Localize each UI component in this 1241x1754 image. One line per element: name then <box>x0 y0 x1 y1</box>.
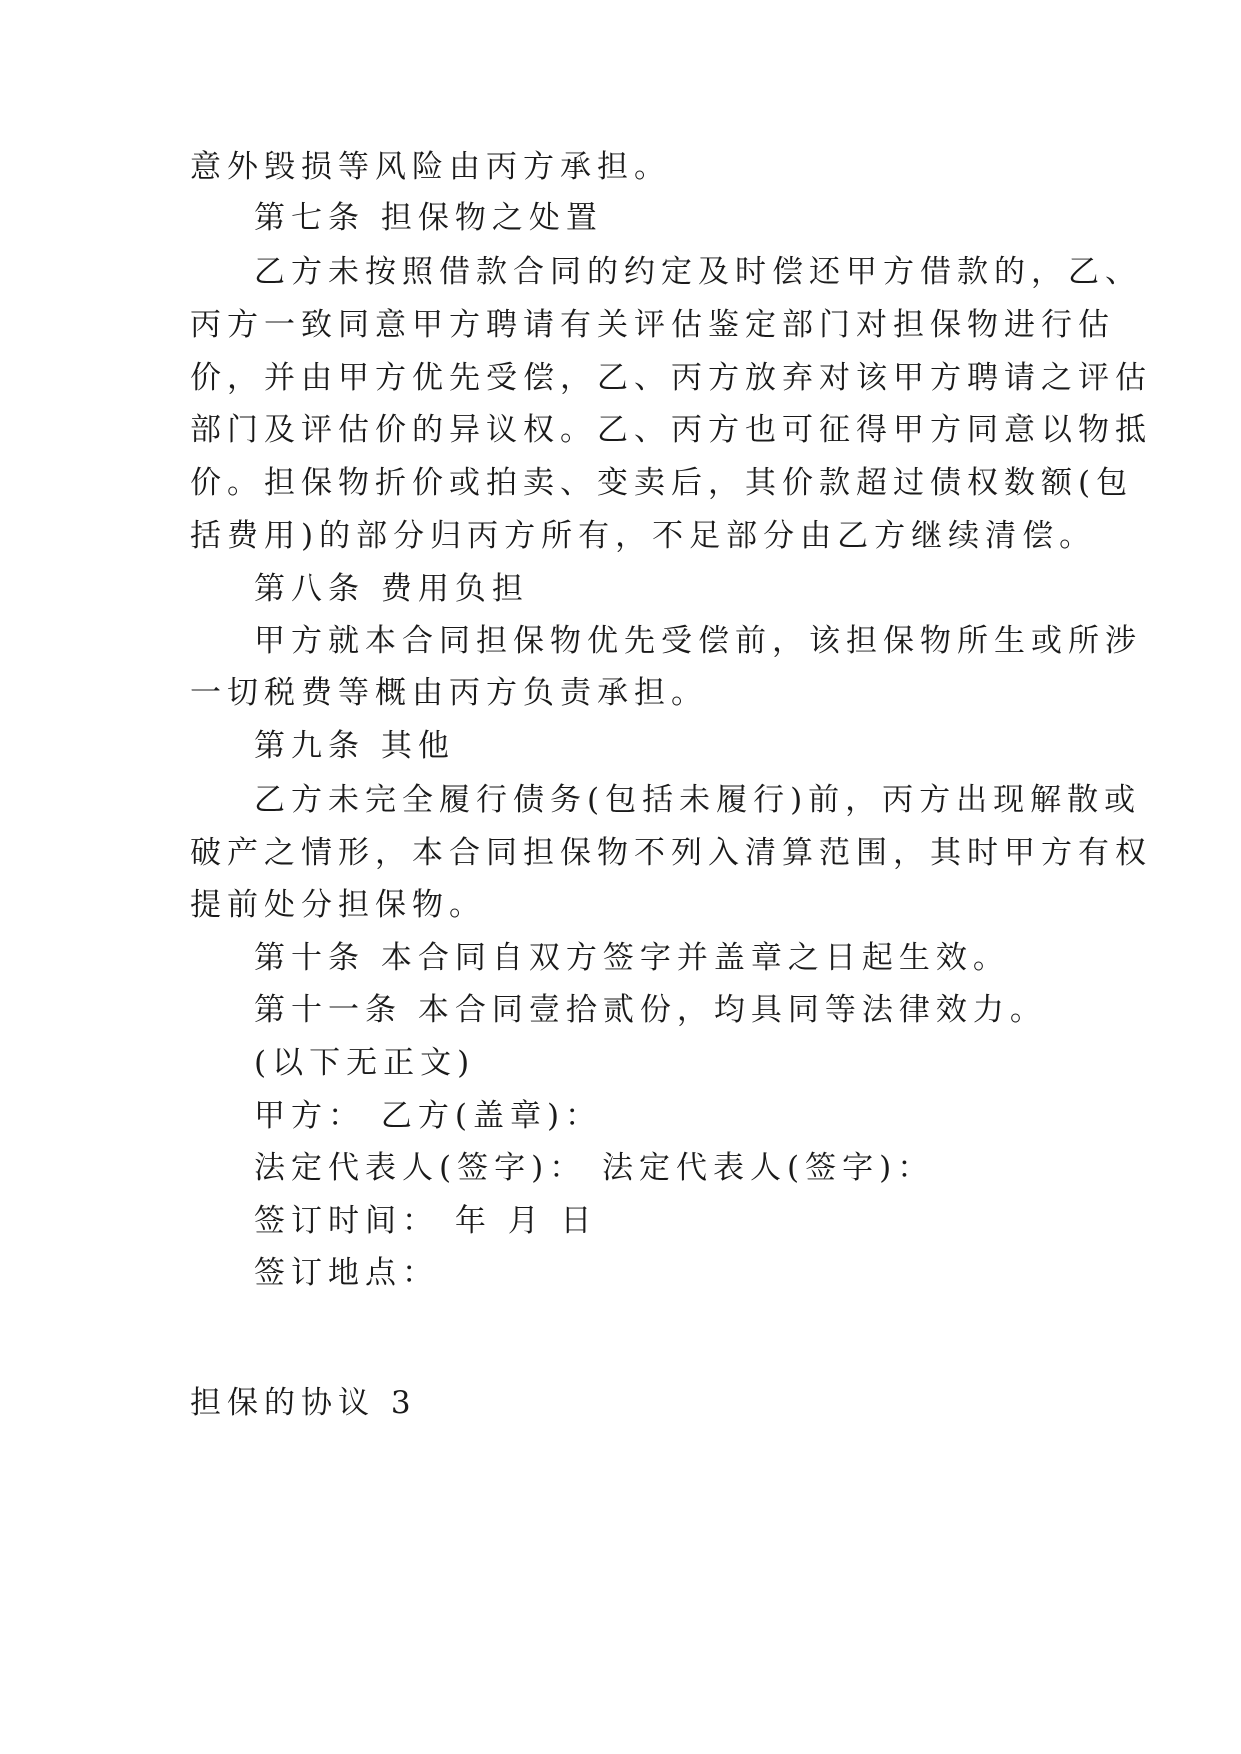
paragraph-line: 第十条 本合同自双方签字并盖章之日起生效。 <box>254 940 1010 976</box>
paragraph-line: 乙方未完全履行债务(包括未履行)前，丙方出现解散或 <box>254 782 1142 818</box>
paragraph-line: 括费用)的部分归丙方所有，不足部分由乙方继续清偿。 <box>190 518 1097 554</box>
paragraph-line: 价。担保物折价或拍卖、变卖后，其价款超过债权数额(包 <box>190 465 1134 501</box>
paragraph-line: 意外毁损等风险由丙方承担。 <box>190 149 671 185</box>
article-heading: 第九条 其他 <box>254 728 455 764</box>
section-title: 担保的协议 3 <box>190 1385 417 1421</box>
article-heading: 第八条 费用负担 <box>254 571 529 607</box>
paragraph-line: 丙方一致同意甲方聘请有关评估鉴定部门对担保物进行估 <box>190 307 1115 343</box>
signature-line: 法定代表人(签字)： 法定代表人(签字)： <box>254 1150 935 1186</box>
paragraph-line: 提前处分担保物。 <box>190 887 486 923</box>
signature-line: 签订时间： 年 月 日 <box>254 1203 598 1239</box>
paragraph-line: 一切税费等概由丙方负责承担。 <box>190 675 708 711</box>
paragraph-line: (以下无正文) <box>254 1045 476 1081</box>
paragraph-line: 甲方就本合同担保物优先受偿前，该担保物所生或所涉 <box>254 623 1142 659</box>
paragraph-line: 第十一条 本合同壹拾贰份，均具同等法律效力。 <box>254 992 1047 1028</box>
signature-line: 甲方： 乙方(盖章)： <box>254 1098 603 1134</box>
article-heading: 第七条 担保物之处置 <box>254 200 603 236</box>
paragraph-line: 价，并由甲方优先受偿，乙、丙方放弃对该甲方聘请之评估 <box>190 360 1152 396</box>
paragraph-line: 乙方未按照借款合同的约定及时偿还甲方借款的，乙、 <box>254 254 1142 290</box>
signature-line: 签订地点： <box>254 1255 439 1291</box>
paragraph-line: 部门及评估价的异议权。乙、丙方也可征得甲方同意以物抵 <box>190 412 1152 448</box>
paragraph-line: 破产之情形，本合同担保物不列入清算范围，其时甲方有权 <box>190 835 1152 871</box>
